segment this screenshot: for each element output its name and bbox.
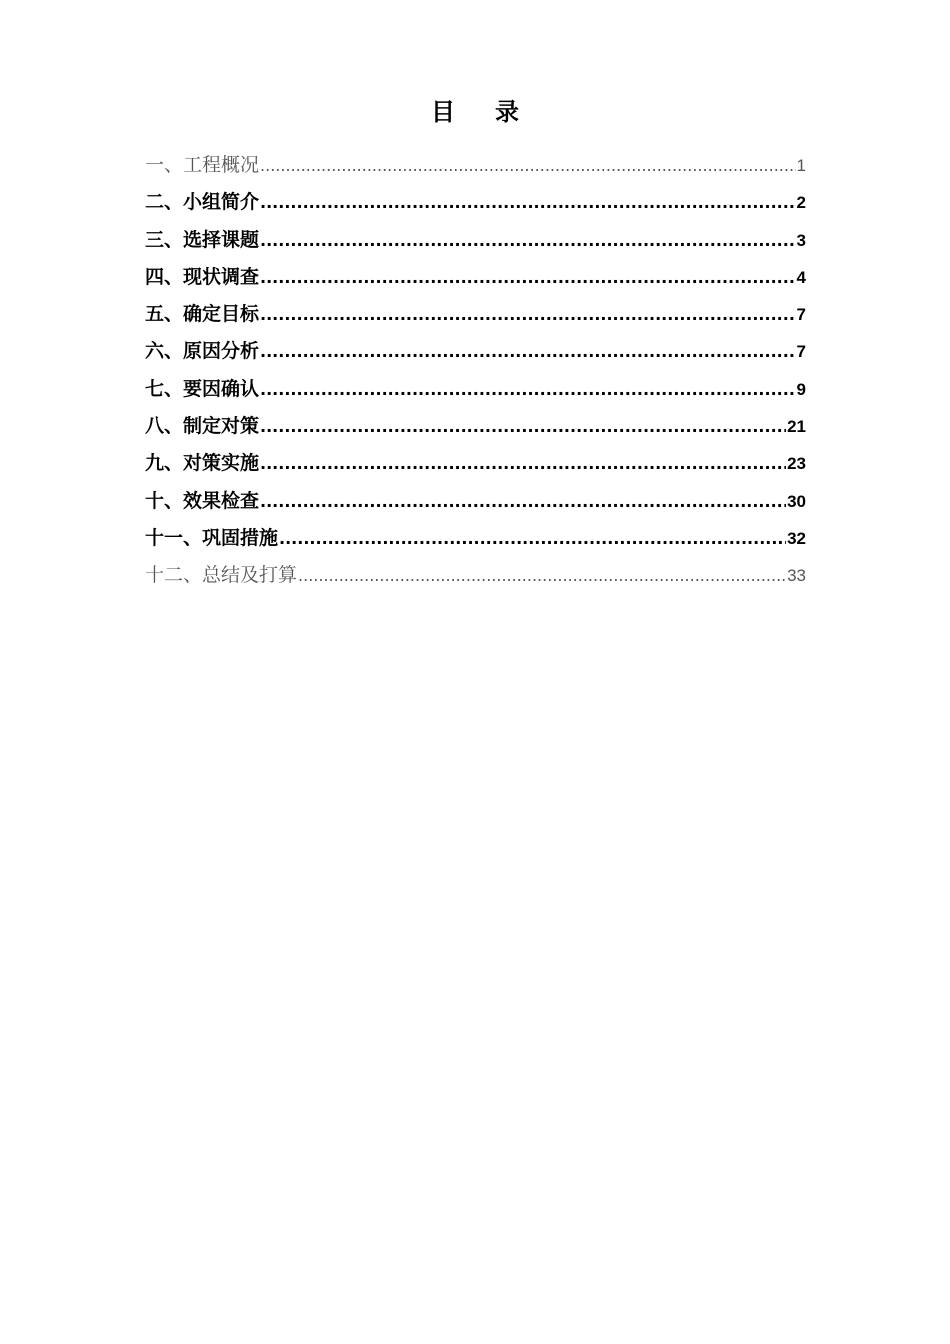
toc-page-number: 30 bbox=[787, 491, 806, 511]
toc-page-number: 23 bbox=[787, 454, 806, 474]
toc-entry[interactable] bbox=[145, 523, 806, 560]
toc-entry[interactable] bbox=[145, 486, 806, 523]
toc-title-char-2: 录 bbox=[495, 98, 519, 126]
toc-page-number: 7 bbox=[796, 305, 806, 325]
toc-dot-leader bbox=[260, 231, 796, 250]
toc-entry[interactable] bbox=[145, 299, 806, 336]
toc-entry[interactable] bbox=[145, 374, 806, 411]
toc-dot-leader bbox=[260, 492, 786, 511]
toc-page-number: 2 bbox=[796, 193, 806, 213]
toc-title-char-1: 目 bbox=[431, 98, 455, 126]
toc-entry[interactable] bbox=[145, 560, 806, 597]
toc-dot-leader bbox=[260, 454, 786, 473]
toc-entry-label: 七、要因确认 bbox=[145, 377, 260, 400]
toc-page-number: 32 bbox=[787, 528, 806, 548]
toc-entry[interactable] bbox=[145, 187, 806, 224]
toc-dot-leader bbox=[260, 268, 796, 287]
toc-entry[interactable] bbox=[145, 262, 806, 299]
toc-dot-leader bbox=[260, 305, 796, 324]
toc-page-number: 21 bbox=[787, 417, 806, 437]
toc-entry-label: 四、现状调查 bbox=[145, 265, 260, 288]
toc-page-number: 7 bbox=[796, 342, 806, 362]
toc-page-number: 33 bbox=[787, 566, 806, 586]
toc-dot-leader bbox=[260, 380, 796, 399]
toc-entry[interactable] bbox=[145, 411, 806, 448]
toc-dot-leader bbox=[260, 342, 796, 361]
toc-entry-label: 九、对策实施 bbox=[145, 452, 260, 475]
toc-dot-leader bbox=[260, 193, 796, 212]
toc-dot-leader bbox=[279, 529, 786, 548]
toc-dot-leader bbox=[298, 566, 786, 585]
toc-entry[interactable] bbox=[145, 336, 806, 373]
toc-entry-label: 十、效果检查 bbox=[145, 489, 260, 512]
toc-entry-label: 二、小组简介 bbox=[145, 191, 260, 214]
toc-entry-label: 三、选择课题 bbox=[145, 228, 260, 251]
toc-entry-label: 六、原因分析 bbox=[145, 340, 260, 363]
toc-entry-label: 五、确定目标 bbox=[145, 303, 260, 326]
toc-entry-label: 八、制定对策 bbox=[145, 415, 260, 438]
toc-dot-leader bbox=[260, 417, 786, 436]
toc-page-number: 1 bbox=[796, 156, 806, 175]
toc-page-number: 3 bbox=[796, 230, 806, 250]
toc-entry[interactable] bbox=[145, 150, 806, 187]
toc-entry-label: 十一、巩固措施 bbox=[145, 526, 279, 549]
toc-entry-label: 十二、总结及打算 bbox=[145, 564, 298, 587]
toc-page-number: 4 bbox=[796, 267, 806, 287]
toc-entry-label: 一、工程概况 bbox=[145, 154, 260, 176]
toc-entry[interactable] bbox=[145, 448, 806, 485]
toc-page-number: 9 bbox=[796, 379, 806, 399]
toc-entry[interactable] bbox=[145, 225, 806, 262]
toc-dot-leader bbox=[260, 156, 796, 175]
toc-list bbox=[145, 150, 806, 598]
toc-title bbox=[0, 92, 950, 127]
